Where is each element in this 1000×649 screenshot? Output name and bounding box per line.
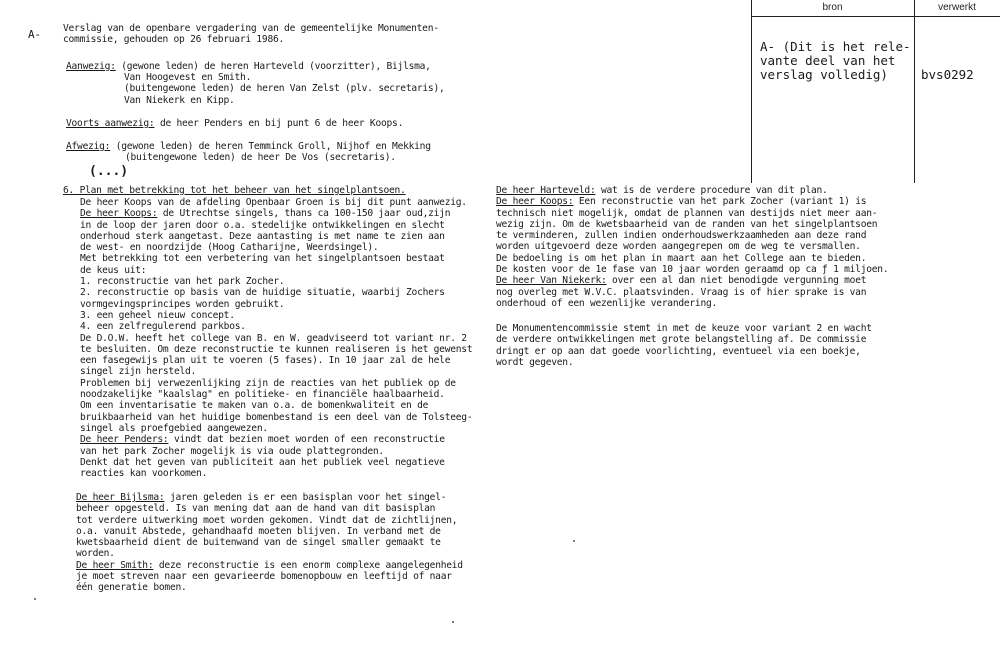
- line-text: van het park Zocher mogelijk is via oude plattegronden.: [80, 445, 384, 457]
- source-note: [760, 40, 911, 83]
- intro-line: commissie, gehouden op 26 februari 1986.: [63, 34, 285, 46]
- line-text: De Monumentencommissie stemt in met de keuze voor variant 2 en wacht: [496, 323, 872, 334]
- line-text: wat is de verdere procedure van dit plan.: [595, 185, 828, 196]
- speaker-label: De heer Penders:: [80, 434, 169, 446]
- scan-speck: [573, 540, 575, 542]
- present-text: (gewone leden) de heren Harteveld (voorzitter), Bijlsma,: [115, 61, 431, 72]
- minutes-line: [80, 400, 472, 411]
- line-text: onderhoud sterk aangetast. Deze aantasting is met name te zien aan: [80, 230, 445, 242]
- minutes-line: [496, 298, 888, 309]
- minutes-line: [496, 253, 888, 264]
- scan-speck: [34, 598, 36, 600]
- minutes-line: [496, 287, 888, 298]
- minutes-line: [80, 276, 472, 287]
- line-text: Problemen bij verwezenlijking zijn de reacties van het publiek op de: [80, 377, 456, 389]
- line-text: één generatie bomen.: [76, 582, 187, 594]
- speaker-label: De heer Koops:: [496, 196, 574, 208]
- speaker-label: De heer Harteveld:: [496, 185, 596, 196]
- present-label: Aanwezig:: [66, 61, 116, 72]
- source-box-divider: [914, 0, 915, 183]
- minutes-line: [496, 185, 888, 196]
- line-text: nog overleg met W.V.C. plaatsvinden. Vraag is of hier sprake is van: [496, 286, 867, 298]
- minutes-line: [80, 299, 472, 310]
- line-text: 3. een geheel nieuw concept.: [80, 309, 235, 321]
- absent-line: (buitengewone leden) de heer De Vos (secretaris).: [125, 152, 396, 163]
- line-text: de verdere ontwikkelingen met grote belangstelling af. De commissie: [496, 334, 867, 346]
- line-text: deze reconstructie is een enorm complexe aangelegenheid: [153, 559, 463, 571]
- minutes-line: [496, 219, 888, 230]
- minutes-line: [80, 265, 472, 276]
- minutes-line: [496, 230, 888, 241]
- line-text: vormgevingsprincipes worden gebruikt.: [80, 298, 285, 310]
- line-text: kwetsbaarheid dient de buitenwand van de singel smaller gemaakt te: [76, 537, 441, 549]
- source-box-header-rule: [751, 16, 1000, 17]
- minutes-line: [80, 321, 472, 332]
- present-line: Van Niekerk en Kipp.: [124, 94, 235, 106]
- line-text: noodzakelijke "kaalslag" en politieke- en financiële haalbaarheid.: [80, 389, 445, 401]
- minutes-line: [496, 334, 872, 345]
- minutes-line: [76, 548, 463, 559]
- absent-label: Afwezig:: [66, 141, 111, 152]
- line-text: je moet streven naar een gevarieerde bomenopbouw en leeftijd of naar: [76, 571, 452, 583]
- line-text: 2. reconstructie op basis van de huidige situatie, waarbij Zochers: [80, 287, 445, 299]
- minutes-line: [80, 457, 472, 468]
- present-line: [66, 61, 431, 72]
- minutes-line: [496, 196, 888, 207]
- line-text: De bedoeling is om het plan in maart aan het College aan te bieden.: [496, 252, 867, 264]
- speaker-label: De heer Van Niekerk:: [496, 275, 607, 287]
- minutes-line: [496, 208, 888, 219]
- line-text: de west- en noordzijde (Hoog Catharijne, Weerdsingel).: [80, 242, 379, 254]
- scan-speck: [452, 621, 454, 623]
- minutes-line: [80, 333, 472, 344]
- line-text: jaren geleden is er een basisplan voor het singel-: [164, 492, 447, 503]
- minutes-line: [80, 220, 472, 231]
- bron-header: bron: [822, 2, 843, 13]
- line-text: vindt dat bezien moet worden of een reconstructie: [168, 434, 445, 446]
- speaker-label: De heer Smith:: [76, 559, 154, 571]
- line-text: technisch niet mogelijk, omdat de plannen van destijds niet meer aan-: [496, 207, 878, 219]
- minutes-line: [76, 537, 463, 548]
- minutes-line: [76, 503, 463, 514]
- line-text: in de loop der jaren door o.a. stedelijke ontwikkelingen en slecht: [80, 219, 445, 231]
- line-text: worden uitgevoerd deze worden aangegrepen om de weg te versmallen.: [496, 241, 861, 253]
- line-text: te verminderen, zullen indien onderhoudswerkzaamheden aan deze rand: [496, 230, 867, 242]
- line-text: reacties kan voorkomen.: [80, 468, 208, 480]
- item6-right-block2: [496, 323, 872, 368]
- present-continued: [124, 72, 445, 106]
- minutes-line: [496, 275, 888, 286]
- minutes-line: [76, 582, 463, 593]
- minutes-line: [80, 231, 472, 242]
- minutes-line: [496, 357, 872, 368]
- line-text: beheer opgesteld. Is van mening dat aan de hand van dit basisplan: [76, 503, 436, 515]
- intro-line: Verslag van de openbare vergadering van de gemeentelijke Monumenten-: [63, 23, 439, 34]
- line-text: singel zijn hersteld.: [80, 366, 197, 378]
- ellipsis: (...): [89, 164, 129, 179]
- item6-title: 6. Plan met betrekking tot het beheer van het singelplantsoen.: [63, 185, 406, 196]
- line-text: tot verdere uitwerking moet worden gekomen. Vindt dat de zichtlijnen,: [76, 514, 458, 526]
- section-marker: A-: [28, 28, 41, 41]
- source-note-line: verslag volledig): [760, 67, 888, 83]
- absent-text: (gewone leden) de heren Temminck Groll, Nijhof en Mekking: [110, 141, 431, 152]
- minutes-line: [80, 412, 472, 423]
- line-text: 4. een zelfregulerend parkbos.: [80, 321, 246, 333]
- line-text: o.a. vanuit Abstede, gehandhaafd moeten blijven. In verband met de: [76, 525, 441, 537]
- minutes-line: [496, 264, 888, 275]
- also-present-text: de heer Penders en bij punt 6 de heer Koops.: [154, 118, 404, 129]
- absent-continued: [125, 152, 396, 163]
- minutes-line: [80, 355, 472, 366]
- minutes-line: [496, 241, 888, 252]
- present-line: Van Hoogevest en Smith.: [124, 72, 252, 83]
- minutes-line: [76, 571, 463, 582]
- line-text: Om een inventarisatie te maken van o.a. de bomenkwaliteit en de: [80, 400, 429, 412]
- line-text: te besluiten. Om deze reconstructie te kunnen realiseren is het gewenst: [80, 343, 473, 355]
- minutes-line: [80, 197, 472, 208]
- item6-block1: [80, 197, 472, 479]
- speaker-label: De heer Bijlsma:: [76, 492, 165, 503]
- minutes-line: [76, 526, 463, 537]
- line-text: dringt er op aan dat goede voorlichting, eventueel via een boekje,: [496, 345, 861, 357]
- also-present-label: Voorts aanwezig:: [66, 118, 155, 129]
- line-text: worden.: [76, 548, 115, 560]
- minutes-line: [80, 287, 472, 298]
- line-text: een fasegewijs plan uit te voeren (5 fases). In 10 jaar zal de hele: [80, 355, 451, 367]
- minutes-line: [80, 208, 472, 219]
- line-text: onderhoud of een wezenlijke verandering.: [496, 297, 718, 309]
- minutes-line: [76, 515, 463, 526]
- minutes-line: [76, 492, 463, 503]
- minutes-line: [80, 310, 472, 321]
- line-text: 1. reconstructie van het park Zocher.: [80, 276, 285, 288]
- source-note-line: A- (Dit is het rele-: [760, 39, 911, 54]
- line-text: wordt gegeven.: [496, 356, 574, 368]
- line-text: wezig zijn. Om de kwetsbaarheid van de randen van het singelplantsoen: [496, 218, 878, 230]
- minutes-line: [80, 253, 472, 264]
- source-note-line: vante deel van het: [760, 53, 896, 69]
- minutes-line: [80, 446, 472, 457]
- also-present-line: [66, 118, 403, 129]
- minutes-line: [80, 366, 472, 377]
- line-text: over een al dan niet benodigde vergunning moet: [606, 275, 867, 287]
- speaker-label: De heer Koops:: [80, 208, 158, 220]
- minutes-line: [80, 389, 472, 400]
- minutes-line: [496, 346, 872, 357]
- minutes-line: [80, 242, 472, 253]
- minutes-line: [80, 434, 472, 445]
- line-text: De kosten voor de 1e fase van 10 jaar worden geraamd op ca ƒ 1 miljoen.: [496, 264, 889, 276]
- verwerkt-header: verwerkt: [938, 2, 976, 13]
- line-text: de keus uit:: [80, 264, 147, 276]
- line-text: de Utrechtse singels, thans ca 100-150 jaar oud,zijn: [157, 208, 451, 220]
- line-text: De heer Koops van de afdeling Openbaar Groen is bij dit punt aanwezig.: [80, 197, 467, 208]
- minutes-line: [80, 378, 472, 389]
- item6-right-block1: [496, 185, 888, 309]
- line-text: Een reconstructie van het park Zocher (variant 1) is: [573, 196, 867, 208]
- line-text: bruikbaarheid van het huidige bomenbestand is een deel van de Tolsteeg-: [80, 411, 473, 423]
- minutes-line: [496, 323, 872, 334]
- absent-line: [66, 141, 431, 152]
- minutes-line: [80, 344, 472, 355]
- minutes-line: [76, 560, 463, 571]
- minutes-line: [80, 423, 472, 434]
- line-text: Denkt dat het geven van publiciteit aan het publiek veel negatieve: [80, 456, 445, 468]
- present-line: (buitengewone leden) de heren Van Zelst (plv. secretaris),: [124, 83, 445, 95]
- source-box-left-border: [751, 0, 752, 183]
- minutes-line: [80, 468, 472, 479]
- intro: [63, 23, 439, 46]
- item6-block2: [76, 492, 463, 594]
- line-text: singel als proefgebied aangewezen.: [80, 422, 268, 434]
- line-text: De D.O.W. heeft het college van B. en W. geadviseerd tot variant nr. 2: [80, 332, 467, 344]
- source-code: bvs0292: [921, 67, 974, 82]
- line-text: Met betrekking tot een verbetering van het singelplantsoen bestaat: [80, 253, 445, 265]
